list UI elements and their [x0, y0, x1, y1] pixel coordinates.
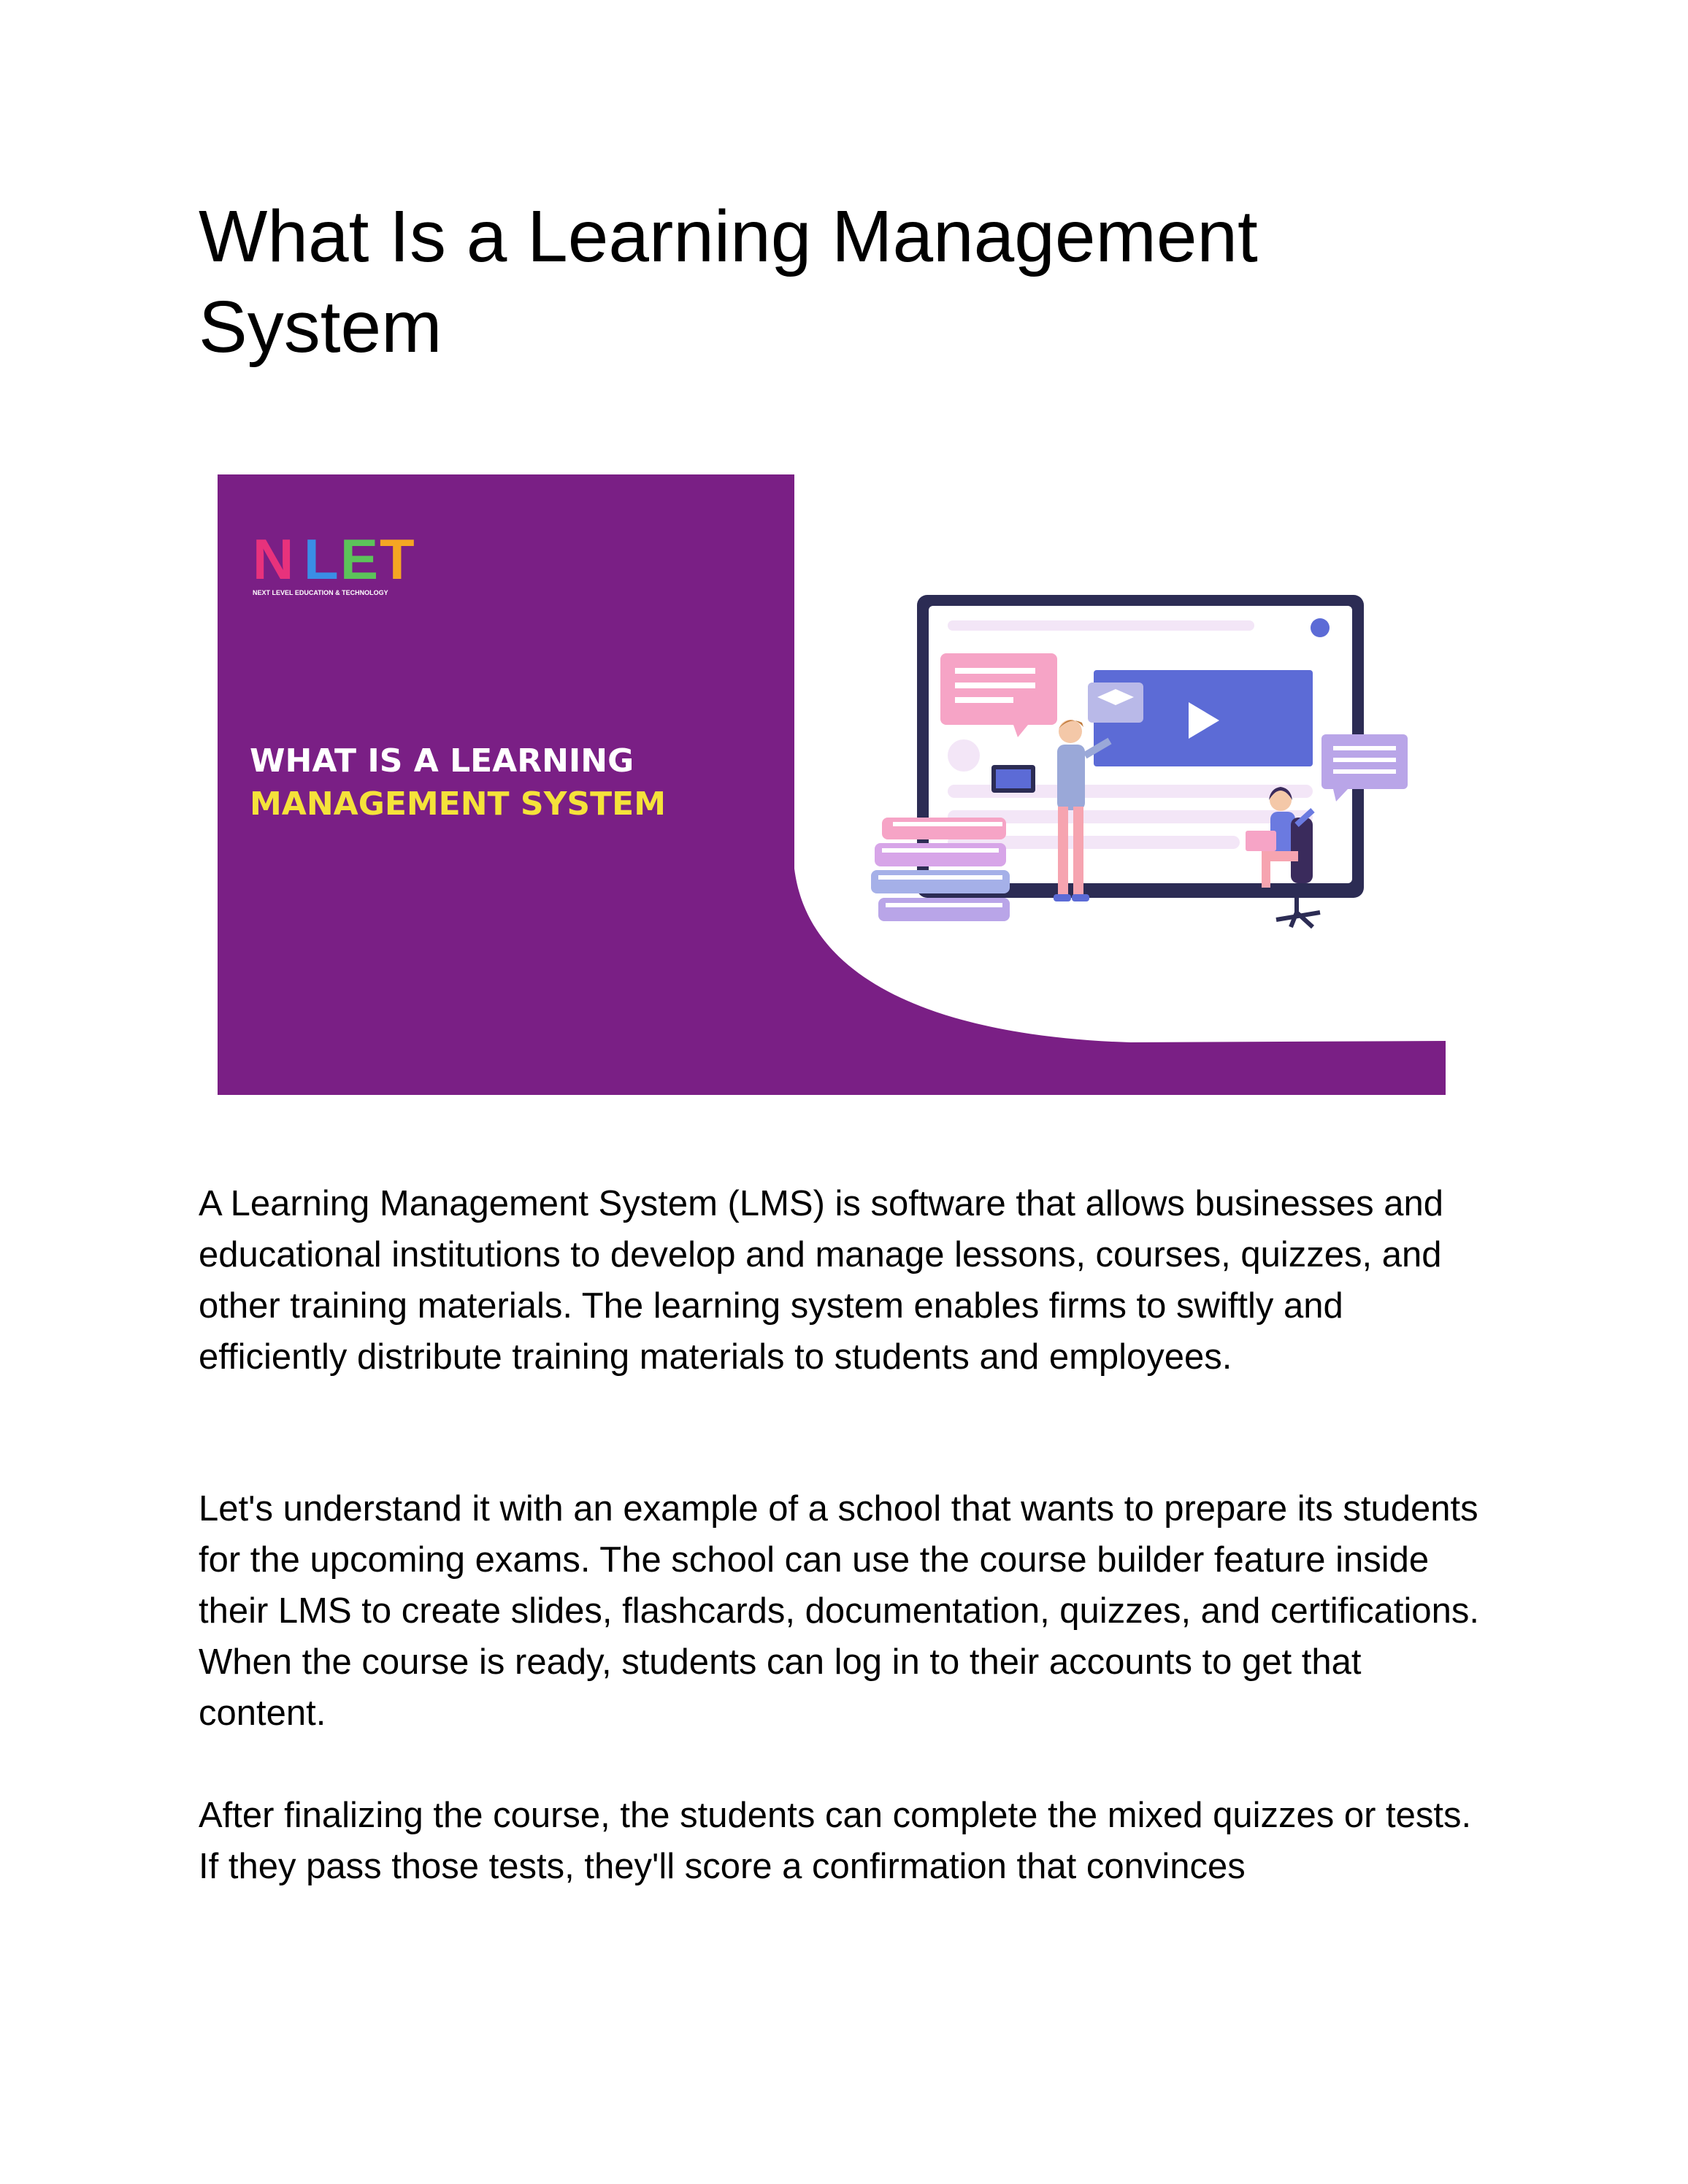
- brand-logo: [253, 527, 415, 591]
- banner-image: [218, 474, 1446, 1095]
- page-title: What Is a Learning Management System: [199, 196, 1258, 368]
- paragraph: A Learning Management System (LMS) is software that allows businesses and educational institutions to develop and manage lessons, courses, quizzes, and other training materials. The learning system enables firms to swiftly and efficiently distribute training materials to students and employees.: [199, 1184, 1443, 1377]
- brand-letter-e: E: [340, 527, 379, 591]
- brand-letter-n: N: [253, 527, 294, 591]
- banner-headline-line2: MANAGEMENT SYSTEM: [250, 785, 666, 823]
- brand-letter-t: T: [380, 527, 415, 591]
- status-dot-icon: [1311, 618, 1330, 637]
- lms-illustration: [871, 595, 1408, 927]
- banner-graphic: [218, 474, 1446, 1095]
- paragraph: After finalizing the course, the students can complete the mixed quizzes or tests. If they pass those tests, they'll score a confirmation that convinces: [199, 1796, 1472, 1886]
- laptop-icon: [1246, 831, 1276, 851]
- brand-letter-l: L: [304, 527, 339, 591]
- banner-headline-line1: WHAT IS A LEARNING: [250, 742, 634, 780]
- brand-tagline: NEXT LEVEL EDUCATION & TECHNOLOGY: [253, 589, 388, 596]
- paragraph: Let's understand it with an example of a school that wants to prepare its students for the upcoming exams. The school can use the course builder feature inside their LMS to create slides, flashcards, documentation, quizzes, and certifications. When the course is ready, students can log in to their accounts to get that content.: [199, 1489, 1479, 1733]
- message-bubble-icon: [1321, 734, 1408, 801]
- chat-bubble-icon: [940, 653, 1057, 737]
